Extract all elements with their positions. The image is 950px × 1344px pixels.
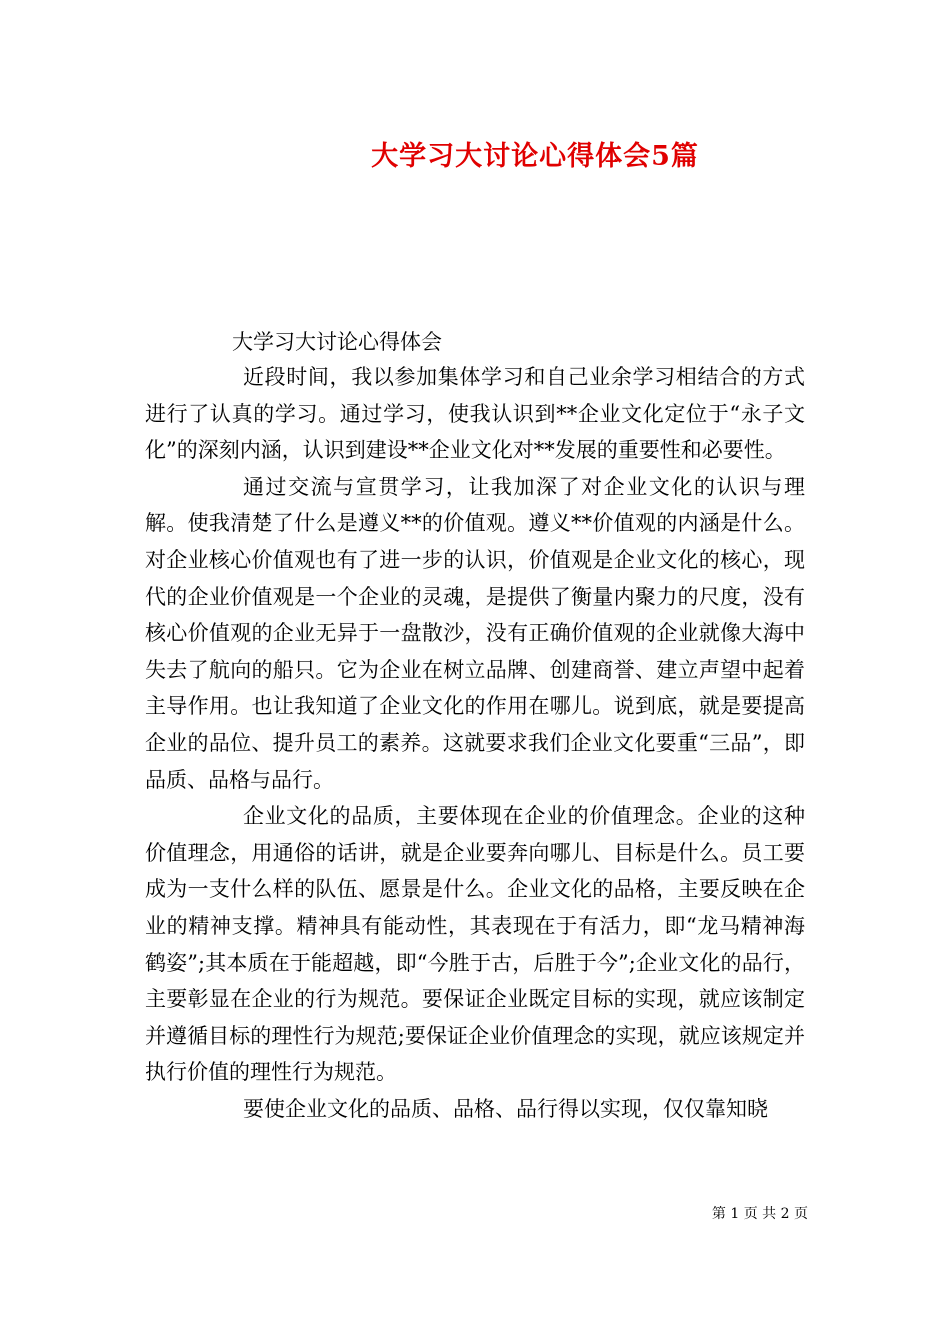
paragraph-1: 近段时间，我以参加集体学习和自己业余学习相结合的方式进行了认真的学习。通过学习，使我认识到**企业文化定位于“永子文化”的深刻内涵，认识到建设**企业文化对**发展的重要性和必要性。 bbox=[145, 365, 805, 463]
page-title: 大学习大讨论心得体会5篇 bbox=[371, 141, 699, 172]
paragraph-2: 通过交流与宣贯学习，让我加深了对企业文化的认识与理解。使我清楚了什么是遵义**的价值观。遵义**价值观的内涵是什么。对企业核心价值观也有了进一步的认识，价值观是企业文化的核心，现代的企业价值观是一个企业的灵魂，是提供了衡量内聚力的尺度，没有核心价值观的企业无异于一盘散沙，没有正确价值观的企业就像大海中失去了航向的船只。它为企业在树立品牌、创建商誉、建立声望中起着主导作用。也让我知道了企业文化的作用在哪儿。说到底，就是要提高企业的品位、提升员工的素养。这就要求我们企业文化要重“三品”，即品质、品格与品行。 bbox=[145, 474, 805, 792]
paragraph-4: 要使企业文化的品质、品格、品行得以实现，仅仅靠知晓 bbox=[243, 1096, 768, 1121]
page-footer: 第 1 页 共 2 页 bbox=[711, 1206, 808, 1222]
document-body bbox=[145, 359, 805, 1127]
paragraph-3: 企业文化的品质，主要体现在企业的价值理念。企业的这种价值理念，用通俗的话讲，就是企业要奔向哪儿、目标是什么。员工要成为一支什么样的队伍、愿景是什么。企业文化的品格，主要反映在企业的精神支撑。精神具有能动性，其表现在于有活力，即“龙马精神海鹤姿”;其本质在于能超越，即“今胜于古，后胜于今”;企业文化的品行，主要彰显在企业的行为规范。要保证企业既定目标的实现，就应该制定并遵循目标的理性行为规范;要保证企业价值理念的实现，就应该规定并执行价值的理性行为规范。 bbox=[145, 804, 805, 1085]
document-subtitle: 大学习大讨论心得体会 bbox=[232, 330, 442, 354]
